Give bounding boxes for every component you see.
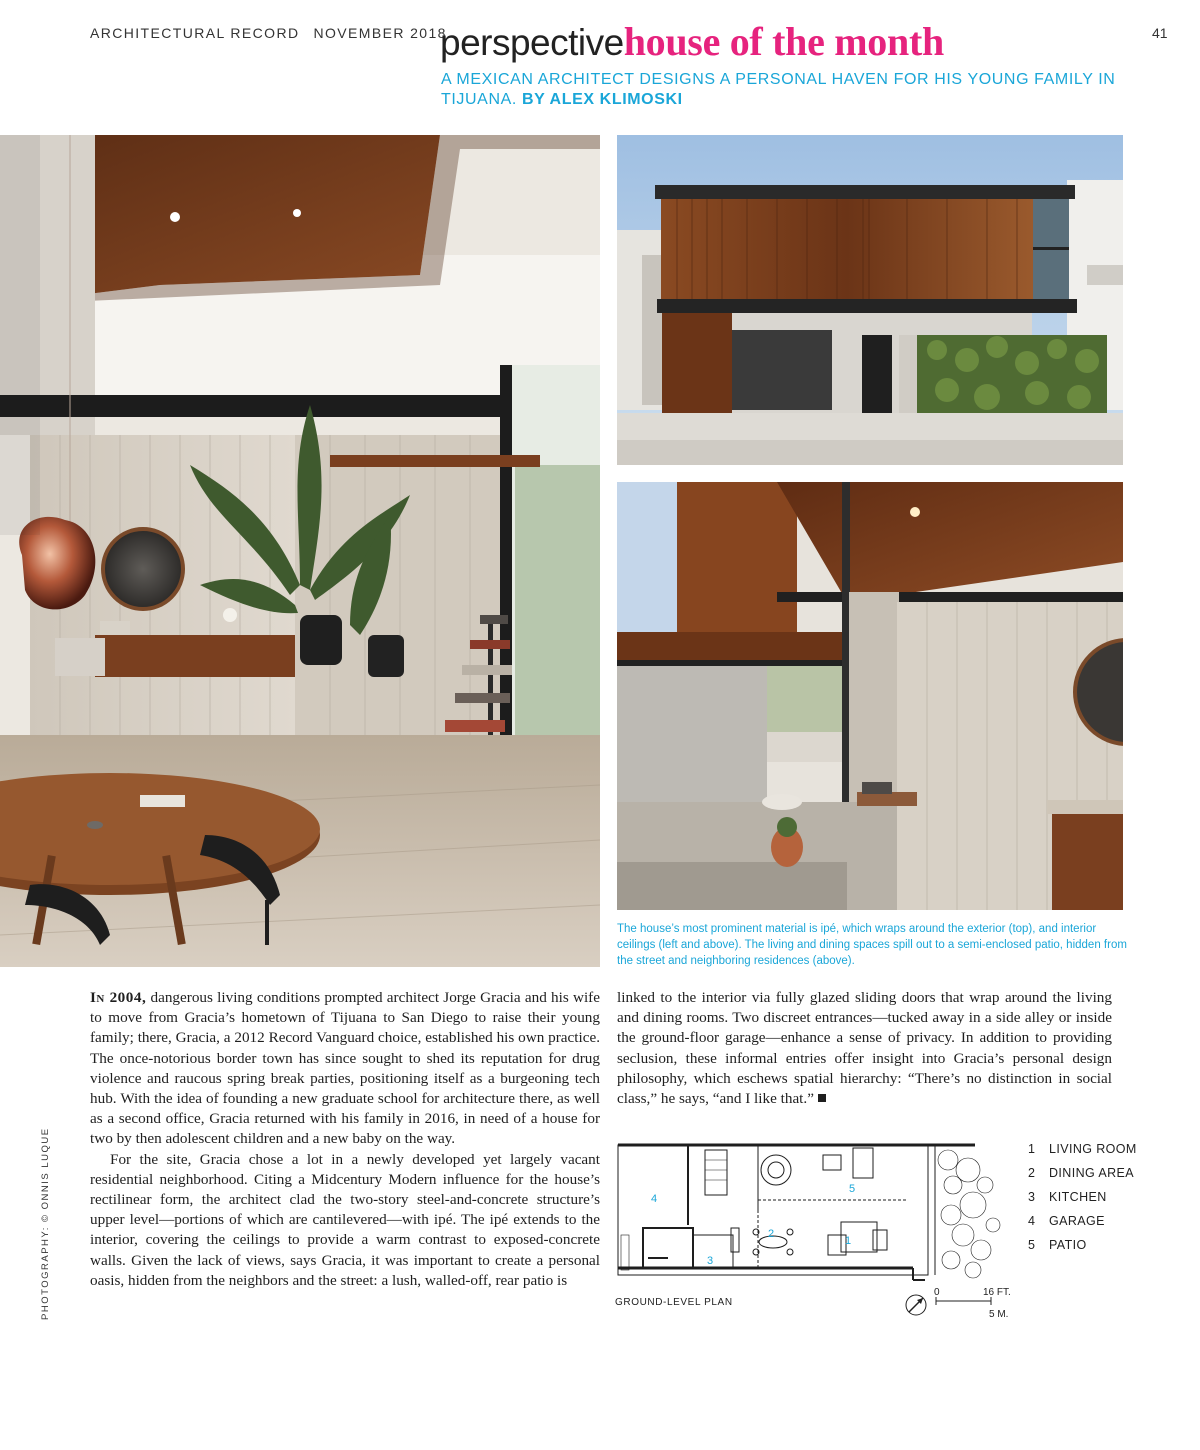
legend-item [1028, 1166, 1188, 1190]
page-number: 41 [1152, 25, 1168, 41]
paragraph-3 [617, 988, 1112, 1109]
legend-item [1028, 1190, 1188, 1214]
patio-photo [617, 482, 1123, 910]
legend-label: GARAGE [1049, 1214, 1105, 1228]
scale-zero: 0 [934, 1287, 940, 1298]
lead-in: In 2004, [90, 989, 147, 1006]
legend-number: 5 [1028, 1238, 1036, 1252]
legend-number: 4 [1028, 1214, 1036, 1228]
legend-number: 2 [1028, 1166, 1036, 1180]
legend-label: KITCHEN [1049, 1190, 1107, 1204]
article-body-right [617, 988, 1112, 1109]
photo-caption: The house’s most prominent material is ipé, which wraps around the exterior (top), and interior ceilings (left and above). The living and dining spaces spill out to a semi-enclosed patio, hidden from the street and neighboring residences (above). [617, 923, 1127, 967]
paragraph-1 [90, 988, 600, 1150]
legend-number: 3 [1028, 1190, 1036, 1204]
byline: BY ALEX KLIMOSKI [521, 91, 683, 108]
photo-credit [40, 1127, 55, 1320]
svg-text:3: 3 [707, 1255, 714, 1267]
plan-legend [1028, 1142, 1188, 1262]
legend-item [1028, 1214, 1188, 1238]
dining-room-photo [0, 135, 600, 967]
legend-number: 1 [1028, 1142, 1036, 1156]
exterior-photo [617, 135, 1123, 465]
legend-label: PATIO [1049, 1238, 1087, 1252]
issue-date: NOVEMBER 2018 [313, 25, 447, 41]
plan-title: GROUND-LEVEL PLAN [615, 1297, 733, 1308]
magazine-name: ARCHITECTURAL RECORD [90, 25, 300, 41]
running-head [90, 25, 447, 41]
article-deck [441, 70, 1131, 110]
svg-text:5: 5 [849, 1183, 856, 1195]
legend-label: DINING AREA [1049, 1166, 1134, 1180]
department-title [440, 19, 944, 64]
svg-text:4: 4 [651, 1193, 658, 1205]
north-arrow-icon [906, 1295, 926, 1315]
paragraph-1-text: dangerous living conditions prompted architect Jorge Gracia and his wife to move from Gracia’s hometown of Tijuana to San Diego to raise their young family; there, Gracia, a 2012 Record Vanguard choice, established his own practice. The once-notorious border town has since sought to shed its reputation for drug violence and raucous spring break parties, positioning itself as a burgeoning tech hub. With the idea of founding a new graduate school for architecture there, as well as a second office, Gracia returned with his family in 2016, in need of a house for two by then adolescent children and a new baby on the way. [90, 989, 600, 1148]
paragraph-2: For the site, Gracia chose a lot in a newly developed yet largely vacant residential neighborhood. Citing a Midcentury Modern influence for the house’s rectilinear form, the architect clad the two-story steel-and-concrete structure’s upper level—portions of which are cantilevered—with ipé. The ipé extends to the interior, covering the ceilings to provide a warm contrast to exposed-concrete walls. Given the lack of views, says Gracia, it was important to create a personal oasis, hidden from the neighbors and the street: a lush, walled-off, rear patio is [90, 1150, 600, 1289]
department-kicker: perspective [440, 22, 624, 63]
paragraph-3-text: linked to the interior via fully glazed sliding doors that wrap around the living and dining rooms. Two discreet entrances—tucked away in a side alley or inside the ground-floor garage—enhance a sense of privacy. In addition to providing seclusion, these informal entries offer insight into Gracia’s personal design philosophy, which eschews spatial hierarchy: “There’s no distinction in social class,” he says, “and I like that.” [617, 989, 1112, 1108]
photo-credit-text: PHOTOGRAPHY: © ONNIS LUQUE [40, 1127, 51, 1320]
deck-text: A MEXICAN ARCHITECT DESIGNS A PERSONAL HAVEN FOR HIS YOUNG FAMILY IN TIJUANA. [441, 71, 1116, 108]
scale-meters: 5 M. [989, 1309, 1009, 1320]
article-body-left [90, 988, 600, 1291]
svg-text:1: 1 [845, 1235, 852, 1247]
legend-item [1028, 1238, 1188, 1262]
end-mark-icon [818, 1094, 826, 1102]
svg-text:2: 2 [768, 1228, 775, 1240]
scale-feet: 16 FT. [983, 1287, 1011, 1298]
section-title: house of the month [623, 19, 944, 64]
ground-level-floor-plan [613, 1140, 1033, 1290]
scale-bar [903, 1286, 1033, 1322]
legend-label: LIVING ROOM [1049, 1142, 1137, 1156]
legend-item [1028, 1142, 1188, 1166]
